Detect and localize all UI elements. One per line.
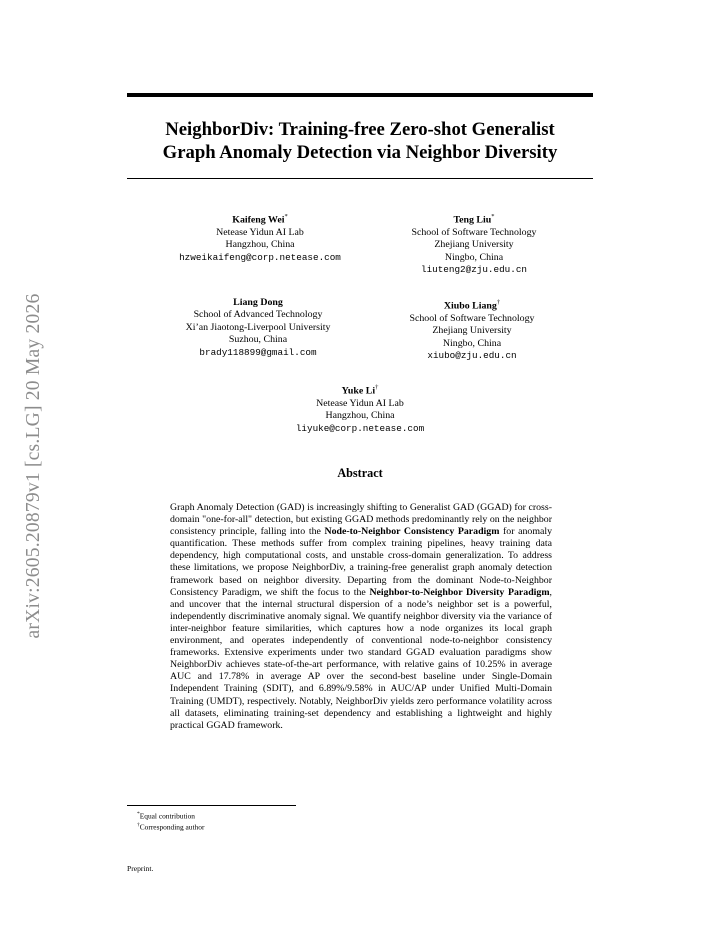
author-email: xiubo@zju.edu.cn [427,349,517,361]
title-bottom-rule [127,178,593,179]
author-name: Teng Liu [453,214,492,226]
author-name: Liang Dong [233,297,283,308]
abstract-heading: Abstract [337,466,383,480]
abstract-bold-term-2: Neighbor-to-Neighbor Diversity Paradigm [369,586,550,598]
preprint-label: Preprint. [127,864,154,873]
author-block-kaifeng-wei [160,211,360,264]
title-top-rule [127,93,593,97]
paper-title [127,118,593,164]
abstract-part-2: for anomaly quantification. These methods suffer from complex training pipelines, heavy training data dependency, high computational costs, and unstable cross-domain generalization. To address these limitations, we propose NeighborDiv, a training-free generalist graph anomaly detection framework based on neighbor diversity. Departing from the dominant Node-to-Neighbor Consistency Paradigm, we shift the focus to the [170,526,553,598]
author-affiliation: Zhejiang University [432,325,512,337]
author-email: hzweikaifeng@corp.netease.com [179,251,341,263]
footnote-mark: * [137,811,140,817]
author-affiliation: School of Advanced Technology [193,309,323,321]
footnote-equal-contribution [137,810,195,820]
author-email: liyuke@corp.netease.com [295,422,425,434]
author-affiliation: Ningbo, China [444,251,504,263]
author-block-liang-dong [158,297,358,359]
abstract-text [170,502,552,732]
author-affiliation: Netease Yidun AI Lab [316,397,404,409]
author-block-teng-liu [374,211,574,276]
author-block-xiubo-liang [372,297,572,362]
footnote-corresponding-author [137,821,204,831]
author-name: Xiubo Liang [443,300,497,312]
author-affiliation: School of Software Technology [409,312,535,324]
title-line-1: NeighborDiv: Training-free Zero-shot Generalist [165,119,555,140]
abstract-bold-term-1: Node-to-Neighbor Consistency Paradigm [324,526,500,538]
author-mark: * [491,213,495,220]
author-affiliation: Ningbo, China [442,337,502,349]
author-affiliation: Xi’an Jiaotong-Liverpool University [185,321,331,333]
arxiv-identifier: arXiv:2605.20879v1 [cs.LG] 20 May 2026 [23,293,44,639]
author-affiliation: School of Software Technology [411,226,537,238]
author-name: Kaifeng Wei [232,214,285,226]
footnote-text: Equal contribution [139,811,195,821]
author-affiliation: Netease Yidun AI Lab [216,226,304,238]
author-email: brady118899@gmail.com [199,346,317,358]
footnote-rule [127,805,296,806]
author-affiliation: Hangzhou, China [225,239,295,251]
footnote-text: Corresponding author [139,822,205,832]
abstract-part-1: Graph Anomaly Detection (GAD) is increasingly shifting to Generalist GAD (GGAD) for cross-domain "one-for-all" detection, but existing GGAD methods predominantly rely on the neighbor consistency principle, falling into the [170,502,552,538]
author-email: liuteng2@zju.edu.cn [420,263,527,275]
abstract-part-3: , and uncover that the internal structural dispersion of a node’s neighbor set is a powerful, independently discriminative anomaly signal. We quantify neighbor diversity via the variance of inter-neighbor feature similarities, which captures how a node organizes its local graph environment, and operates independently of conventional node-to-neighbor consistency frameworks. Extensive experiments under two standard GGAD evaluation paradigms show NeighborDiv achieves state-of-the-art performance, with relative gains of 10.25% in average AUC and 17.78% in average AP over the second-best baseline under Single-Domain Independent Training (SDIT), and 6.89%/9.58% in AUC/AP under Unified Multi-Domain Training (UMDT), respectively. Notably, NeighborDiv yields zero performance volatility across all datasets, eliminating training-set dependency and establishing a lightweight and highly practical GGAD framework. [170,586,552,731]
author-mark: † [375,384,379,391]
author-mark: † [496,299,501,306]
author-block-yuke-li [260,382,460,435]
footnote-mark: † [137,822,140,828]
author-affiliation: Zhejiang University [434,239,514,251]
title-line-2: Graph Anomaly Detection via Neighbor Diversity [162,142,558,163]
author-name: Yuke Li [341,385,376,397]
author-affiliation: Suzhou, China [228,334,288,346]
author-mark: * [284,213,288,220]
author-affiliation: Hangzhou, China [325,410,395,422]
